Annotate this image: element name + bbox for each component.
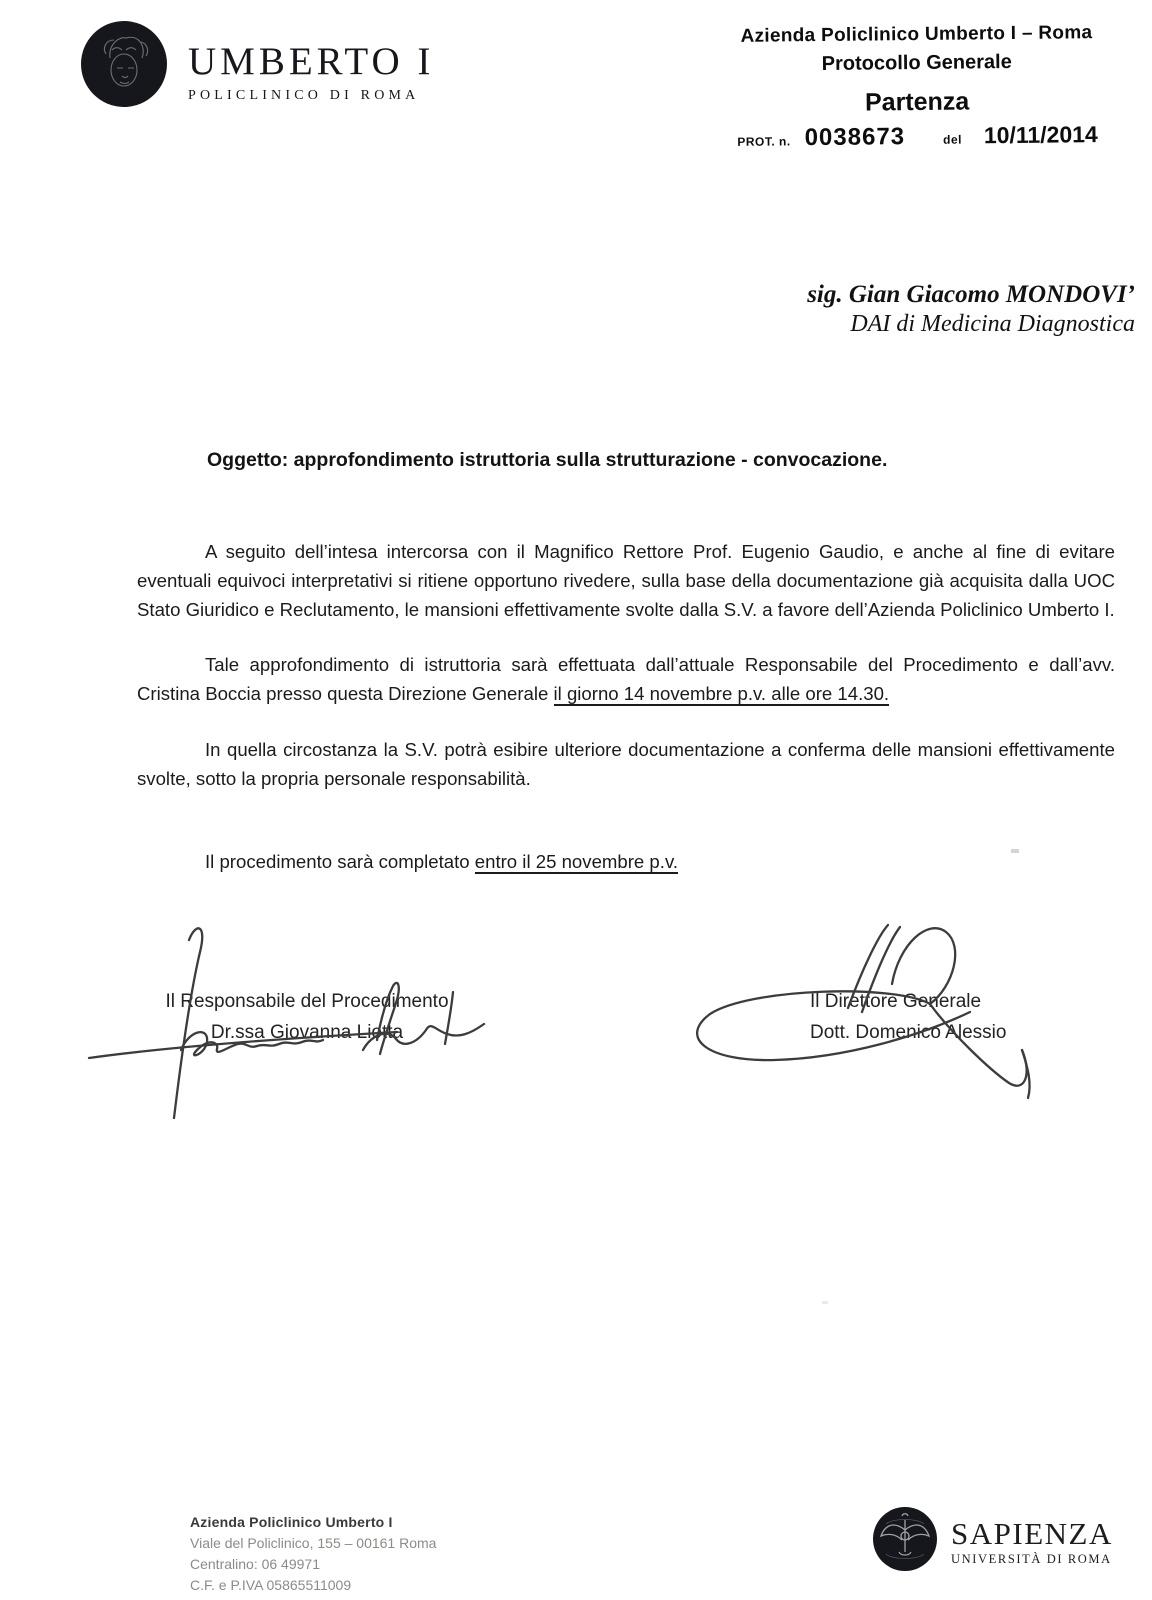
recipient-department: DAI di Medicina Diagnostica	[850, 311, 1135, 337]
paragraph-2	[137, 650, 1115, 708]
paragraph-2-text: Tale approfondimento di istruttoria sarà effettuata dall’attuale Responsabile del Procedimento e dall’avv. Cristina Boccia presso questa Direzione Generale	[137, 654, 1115, 704]
org-name: UMBERTO I	[188, 40, 435, 83]
completion-line	[137, 847, 1115, 876]
completion-text: Il procedimento sarà completato	[205, 851, 470, 872]
signature-block-direttore	[810, 986, 1040, 1048]
stamp-partenza: Partenza	[864, 87, 970, 117]
letter-body	[137, 537, 1115, 876]
sapienza-logo-text	[951, 1512, 1113, 1567]
stamp-protocol-number-line	[697, 121, 1137, 154]
footer-org-name: Azienda Policlinico Umberto I	[190, 1514, 393, 1530]
umberto-logo-text	[188, 20, 434, 104]
recipient-block	[807, 280, 1135, 339]
sapienza-subtitle: UNIVERSITÀ DI ROMA	[951, 1551, 1112, 1566]
scan-artifact	[1011, 849, 1019, 853]
prot-number: 0038673	[804, 123, 906, 152]
paragraph-1: A seguito dell’intesa intercorsa con il Magnifico Rettore Prof. Eugenio Gaudio, e anche al fine di evitare eventuali equivoci interpretativi si ritiene opportuno rivedere, sulla base della documentazione già acquisita dalla UOC Stato Giuridico e Reclutamento, le mansioni effettivamente svolte dalla S.V. a favore dell’Azienda Policlinico Umberto I.	[137, 541, 1115, 620]
sapienza-name: SAPIENZA	[951, 1515, 1113, 1551]
paragraph-3: In quella circostanza la S.V. potrà esibire ulteriore documentazione a conferma delle mansioni effettivamente svolte, sotto la propria personale responsabilità.	[137, 739, 1115, 789]
stamp-protocollo-generale: Protocollo Generale	[821, 51, 1012, 75]
recipient-name: sig. Gian Giacomo MONDOVI’	[807, 281, 1135, 308]
signature-left-name: Dr.ssa Giovanna Liotta	[210, 1022, 404, 1043]
footer-vat: C.F. e P.IVA 05865511009	[190, 1577, 352, 1593]
org-subtitle: POLICLINICO DI ROMA	[188, 88, 420, 103]
paragraph-2-underlined-date: il giorno 14 novembre p.v. alle ore 14.30.	[553, 683, 890, 704]
scan-artifact	[822, 1301, 828, 1304]
umberto-logo	[80, 20, 434, 108]
completion-underlined-date: entro il 25 novembre p.v.	[474, 851, 679, 872]
footer-address: Viale del Policlinico, 155 – 00161 Roma	[190, 1535, 437, 1551]
del-label: del	[943, 132, 963, 147]
prot-date: 10/11/2014	[983, 121, 1098, 149]
stamp-org-line: Azienda Policlinico Umberto I – Roma	[740, 22, 1093, 47]
footer-phone: Centralino: 06 49971	[190, 1556, 320, 1572]
signature-block-responsabile	[133, 986, 481, 1048]
footer-contact-block	[190, 1512, 436, 1596]
signature-left-role: Il Responsabile del Procedimento	[165, 991, 449, 1012]
signature-right-role: Il Direttore Generale	[810, 991, 982, 1012]
sapienza-logo	[872, 1506, 1113, 1572]
sapienza-emblem-icon	[872, 1506, 938, 1572]
protocol-stamp	[696, 22, 1137, 154]
signature-right-name: Dott. Domenico Alessio	[810, 1022, 1007, 1043]
umberto-emblem-icon	[80, 20, 168, 108]
subject-line: Oggetto: approfondimento istruttoria sulla strutturazione - convocazione.	[207, 449, 888, 471]
prot-label: PROT. n.	[737, 134, 791, 149]
